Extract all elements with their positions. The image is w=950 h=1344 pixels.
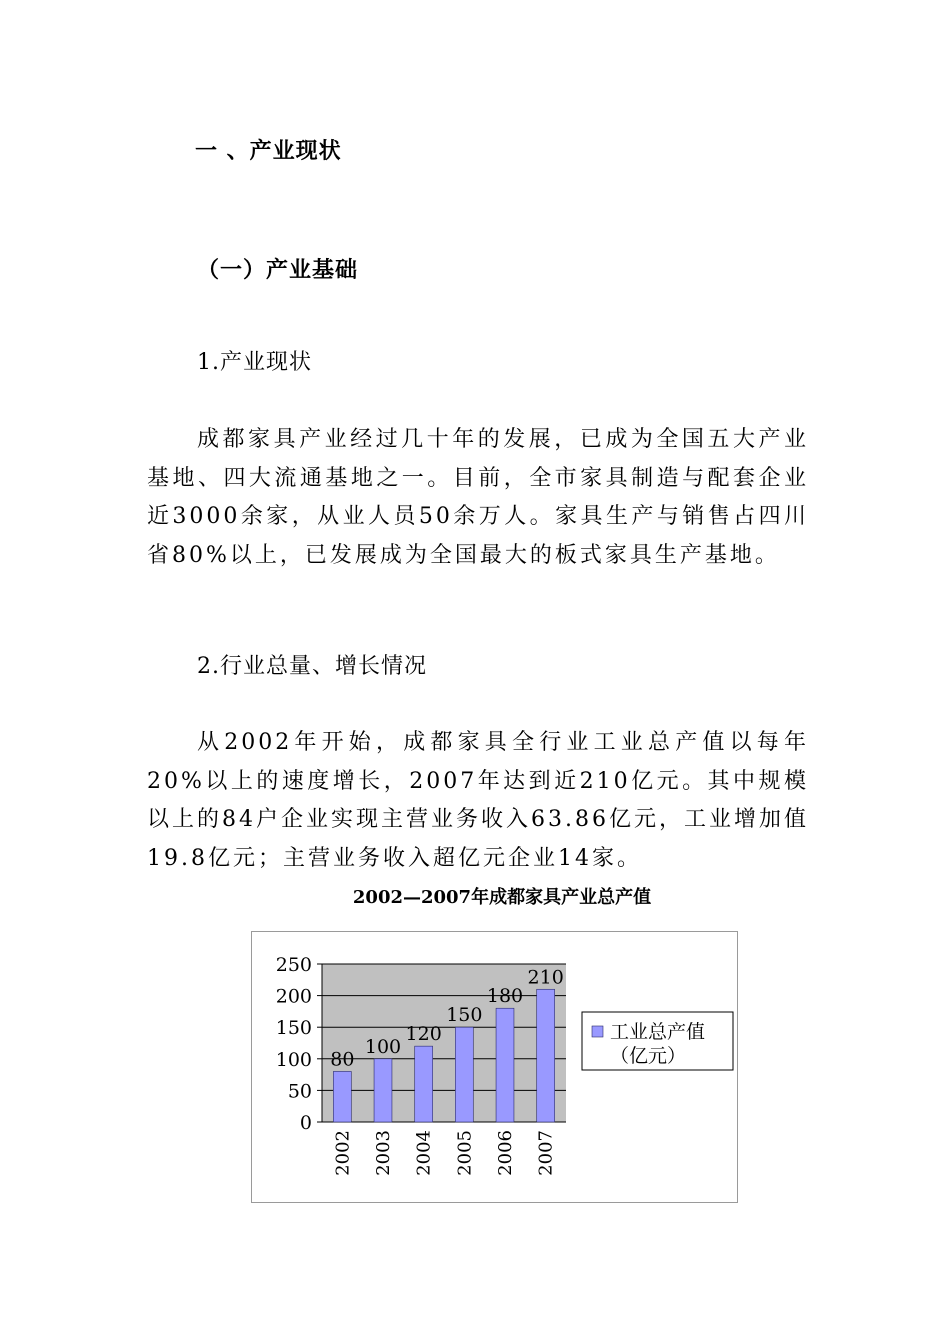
bar	[455, 1027, 473, 1122]
data-label: 80	[330, 1048, 355, 1071]
x-tick-label: 2003	[373, 1130, 394, 1176]
data-label: 120	[405, 1023, 442, 1046]
subsection-title-status: 1.产业现状	[197, 350, 312, 375]
section-heading: （一）产业基础	[197, 258, 359, 283]
y-tick-label: 0	[299, 1112, 312, 1134]
bar	[333, 1071, 351, 1122]
legend-label-unit: （亿元）	[610, 1045, 687, 1067]
data-label: 180	[486, 985, 524, 1008]
bar	[415, 1046, 433, 1122]
paragraph-growth: 从2002年开始，成都家具全行业工业总产值以每年20%以上的速度增长，2007年达到近210亿元。其中规模以上的84户企业实现主营业务收入63.86亿元，工业增加值19.8亿元；主营业务收入超亿元企业14家。	[147, 730, 809, 871]
paragraph-industry-status: 成都家具产业经过几十年的发展，已成为全国五大产业基地、四大流通基地之一。目前，全市家具制造与配套企业近3000余家，从业人员50余万人。家具生产与销售占四川省80%以上，已发展成为全国最大的板式家具生产基地。	[147, 427, 809, 568]
y-tick-label: 200	[275, 985, 312, 1008]
data-label: 100	[364, 1035, 402, 1058]
y-tick-label: 50	[287, 1080, 312, 1103]
legend-label: 工业总产值	[610, 1021, 706, 1043]
bar	[374, 1059, 392, 1122]
x-tick-label: 2006	[495, 1130, 516, 1176]
bar	[496, 1008, 514, 1122]
bar	[537, 989, 555, 1122]
x-tick-label: 2002	[332, 1130, 354, 1176]
chart-title: 2002—2007年成都家具产业总产值	[352, 887, 652, 908]
chart-container	[251, 931, 738, 1203]
bar-chart	[252, 932, 737, 1202]
y-tick-label: 150	[275, 1017, 312, 1040]
data-label: 210	[527, 966, 564, 989]
page-heading: 一 、产业现状	[195, 139, 342, 164]
y-tick-label: 100	[275, 1048, 312, 1071]
x-tick-label: 2004	[413, 1130, 435, 1176]
x-tick-label: 2007	[535, 1130, 557, 1176]
data-label: 150	[446, 1004, 483, 1027]
legend-swatch	[592, 1026, 603, 1037]
y-tick-label: 250	[275, 954, 312, 976]
x-tick-label: 2005	[454, 1130, 476, 1176]
subsection-title-growth: 2.行业总量、增长情况	[197, 654, 427, 679]
